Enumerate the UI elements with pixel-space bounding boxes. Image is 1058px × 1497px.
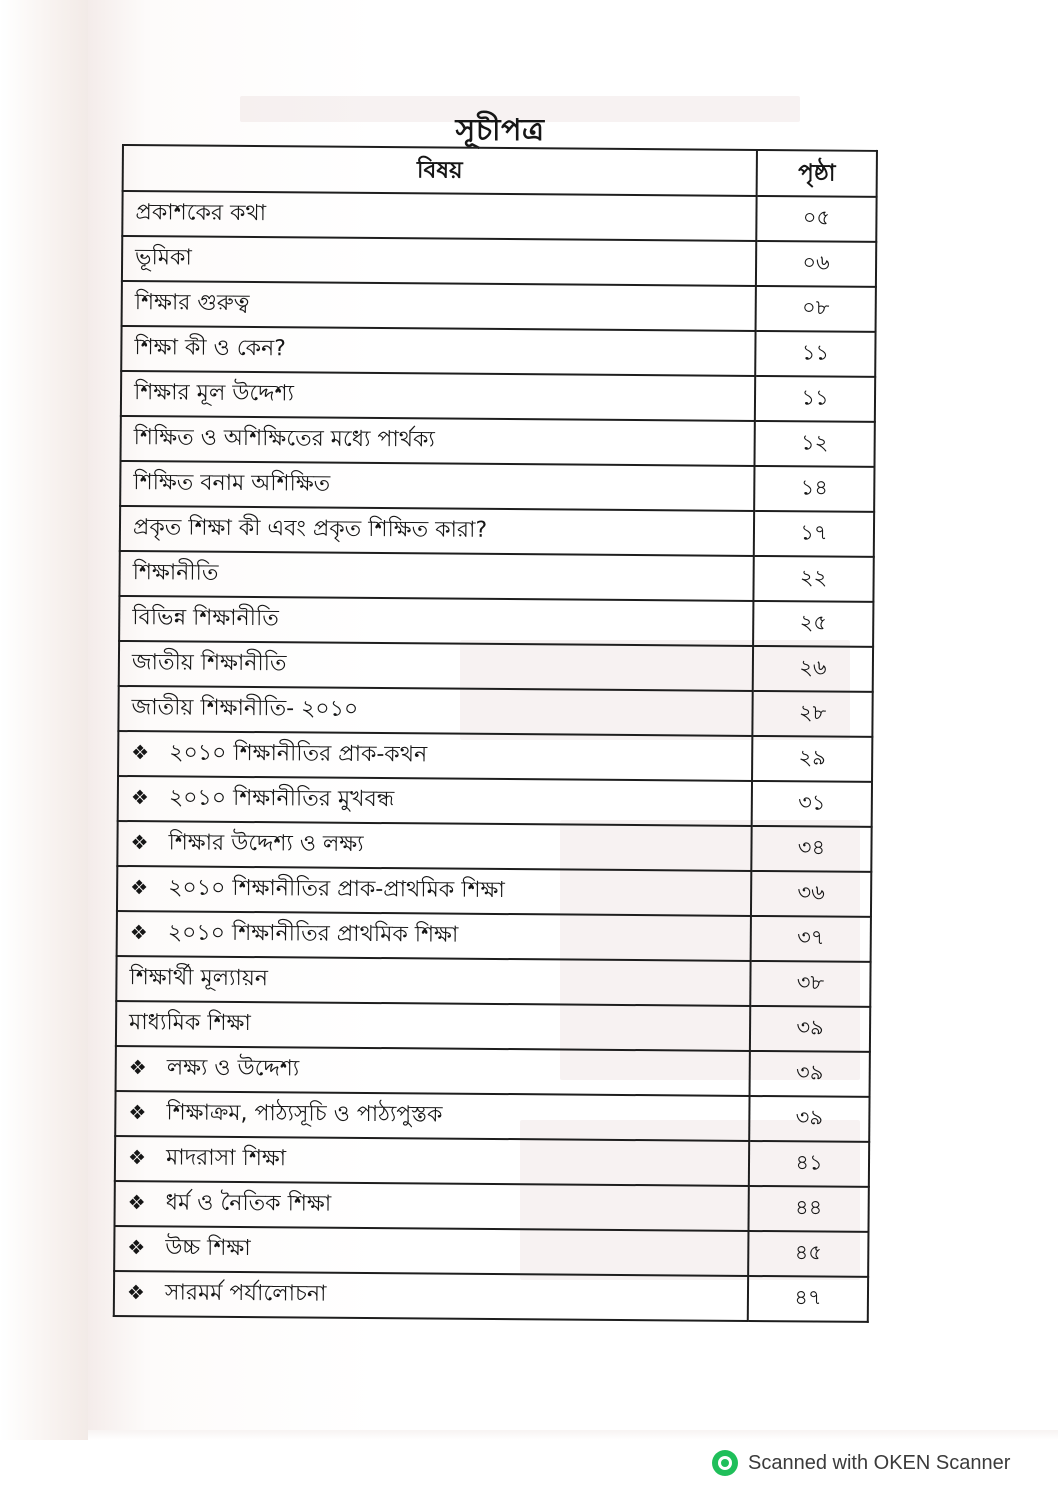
table-row	[121, 371, 875, 422]
bullet-diamond-icon: ❖	[127, 1190, 146, 1215]
table-row	[117, 911, 871, 962]
table-row	[118, 776, 872, 827]
bullet-diamond-icon: ❖	[130, 875, 149, 900]
page-number-cell: ০৮	[756, 286, 876, 332]
topic-column-header: বিষয়	[123, 145, 757, 196]
bullet-diamond-icon: ❖	[127, 1145, 147, 1170]
table-body	[114, 191, 877, 1322]
page-number-cell: ১৭	[754, 511, 874, 557]
table-row	[120, 461, 874, 512]
page-number-cell: ৪৭	[748, 1276, 868, 1322]
topic-cell	[115, 1181, 749, 1231]
topic-cell	[119, 596, 753, 646]
topic-text: মাধ্যমিক শিক্ষা	[129, 1010, 251, 1037]
page-bottom-edge	[88, 1430, 1058, 1440]
topic-cell	[117, 866, 751, 916]
page-number-cell: ৩৮	[750, 961, 870, 1007]
table-row	[118, 686, 872, 737]
scanner-logo-icon	[712, 1450, 738, 1476]
table-row	[118, 731, 872, 782]
page-number-cell: ৪৪	[748, 1186, 868, 1232]
topic-text: মাদরাসা শিক্ষা	[165, 1145, 287, 1172]
page-number-cell: ১২	[754, 421, 874, 467]
table-header-row	[123, 145, 877, 197]
table-row	[115, 1136, 869, 1187]
page-number-cell: ২৫	[753, 601, 873, 647]
topic-text: প্রকৃত শিক্ষা কী এবং প্রকৃত শিক্ষিত কারা?	[132, 515, 488, 543]
topic-cell	[118, 776, 752, 826]
topic-text: শিক্ষার উদ্দেশ্য ও লক্ষ্য	[168, 830, 364, 857]
page-number-cell: ২৬	[753, 646, 873, 692]
topic-cell	[115, 1136, 749, 1186]
page-number-cell: ১৪	[754, 466, 874, 512]
topic-text: শিক্ষা কী ও কেন?	[134, 335, 286, 362]
topic-text: ভূমিকা	[135, 245, 192, 271]
scanner-watermark-text: Scanned with OKEN Scanner	[748, 1451, 1011, 1474]
table-row	[119, 596, 873, 647]
topic-text: ২০১০ শিক্ষানীতির প্রাক-কথন	[169, 740, 428, 768]
topic-cell	[122, 281, 756, 331]
topic-cell	[114, 1226, 748, 1276]
page-number-cell: ২৯	[752, 736, 872, 782]
topic-cell	[118, 731, 752, 781]
table-row	[117, 866, 871, 917]
topic-text: প্রকাশকের কথা	[135, 200, 267, 227]
topic-cell	[120, 506, 754, 556]
topic-text: শিক্ষার গুরুত্ব	[134, 290, 250, 317]
table-row	[121, 416, 875, 467]
topic-text: বিভিন্ন শিক্ষানীতি	[132, 605, 279, 632]
page-number-cell: ১১	[755, 331, 875, 377]
page-number-cell: ৩৬	[751, 871, 871, 917]
topic-text: শিক্ষিত ও অশিক্ষিতের মধ্যে পার্থক্য	[133, 425, 435, 453]
scanner-watermark	[712, 1448, 1010, 1478]
table-row	[122, 281, 876, 332]
topic-cell	[122, 236, 756, 286]
topic-cell	[117, 821, 751, 871]
topic-cell	[120, 461, 754, 511]
page-number-cell: ৩১	[752, 781, 872, 827]
table-row	[121, 326, 875, 377]
page-title: সূচীপত্র	[455, 113, 545, 148]
topic-cell	[119, 551, 753, 601]
bullet-diamond-icon: ❖	[130, 785, 149, 810]
topic-text: শিক্ষার্থী মূল্যায়ন	[129, 965, 269, 992]
topic-cell	[122, 191, 756, 241]
topic-cell	[119, 641, 753, 691]
bullet-diamond-icon: ❖	[128, 1100, 147, 1125]
topic-text: শিক্ষাক্রম, পাঠ্যসূচি ও পাঠ্যপুস্তক	[166, 1100, 443, 1128]
page-number-cell: ৩৯	[750, 1006, 870, 1052]
table-row	[116, 956, 870, 1007]
topic-text: ২০১০ শিক্ষানীতির মুখবন্ধ	[168, 785, 395, 813]
table-row	[114, 1226, 868, 1277]
page-number-cell: ৩৯	[750, 1051, 870, 1097]
topic-cell	[117, 911, 751, 961]
topic-text: ২০১০ শিক্ষানীতির প্রাথমিক শিক্ষা	[167, 920, 459, 948]
topic-text: লক্ষ্য ও উদ্দেশ্য	[166, 1055, 300, 1082]
topic-cell	[116, 1046, 750, 1096]
table-row	[122, 236, 876, 287]
page-number-cell: ৩৪	[751, 826, 871, 872]
table-row	[122, 191, 876, 242]
topic-cell	[121, 326, 755, 376]
topic-cell	[116, 1001, 750, 1051]
bullet-diamond-icon: ❖	[129, 920, 148, 945]
page-number-cell: ২২	[753, 556, 873, 602]
page-number-cell: ৩৯	[749, 1096, 869, 1142]
topic-text: সারমর্ম পর্যালোচনা	[164, 1280, 327, 1307]
topic-cell	[115, 1091, 749, 1141]
topic-text: জাতীয় শিক্ষানীতি	[131, 650, 287, 677]
page-number-cell: ৩৭	[751, 916, 871, 962]
table-row	[115, 1181, 869, 1232]
bullet-diamond-icon: ❖	[131, 740, 150, 765]
bullet-diamond-icon: ❖	[127, 1235, 146, 1260]
table-row	[115, 1091, 869, 1142]
topic-cell	[121, 416, 755, 466]
table-row	[116, 1046, 870, 1097]
topic-text: শিক্ষার মূল উদ্দেশ্য	[133, 380, 295, 407]
page-number-cell: ২৮	[752, 691, 872, 737]
page-number-cell: ০৬	[756, 241, 876, 287]
topic-text: শিক্ষানীতি	[132, 560, 219, 586]
topic-cell	[116, 956, 750, 1006]
table-row	[120, 506, 874, 557]
table-of-contents	[113, 144, 878, 1323]
table-row	[114, 1271, 868, 1322]
page-column-header: পৃষ্ঠা	[757, 150, 877, 197]
bullet-diamond-icon: ❖	[128, 1055, 147, 1080]
table-row	[117, 821, 871, 872]
topic-text: ধর্ম ও নৈতিক শিক্ষা	[165, 1190, 332, 1217]
bullet-diamond-icon: ❖	[130, 830, 149, 855]
topic-text: শিক্ষিত বনাম অশিক্ষিত	[133, 470, 331, 497]
topic-cell	[114, 1271, 748, 1321]
page-number-cell: ৪৫	[748, 1231, 868, 1277]
topic-text: জাতীয় শিক্ষানীতি- ২০১০	[131, 695, 359, 722]
topic-cell	[121, 371, 755, 421]
topic-text: উচ্চ শিক্ষা	[165, 1235, 251, 1262]
topic-cell	[118, 686, 752, 736]
table-row	[116, 1001, 870, 1052]
table-row	[119, 551, 873, 602]
page-number-cell: ৪১	[749, 1141, 869, 1187]
table-row	[119, 641, 873, 692]
page-number-cell: ১১	[755, 376, 875, 422]
page-number-cell: ০৫	[756, 196, 876, 242]
topic-text: ২০১০ শিক্ষানীতির প্রাক-প্রাথমিক শিক্ষা	[168, 875, 505, 904]
bullet-diamond-icon: ❖	[126, 1280, 146, 1305]
